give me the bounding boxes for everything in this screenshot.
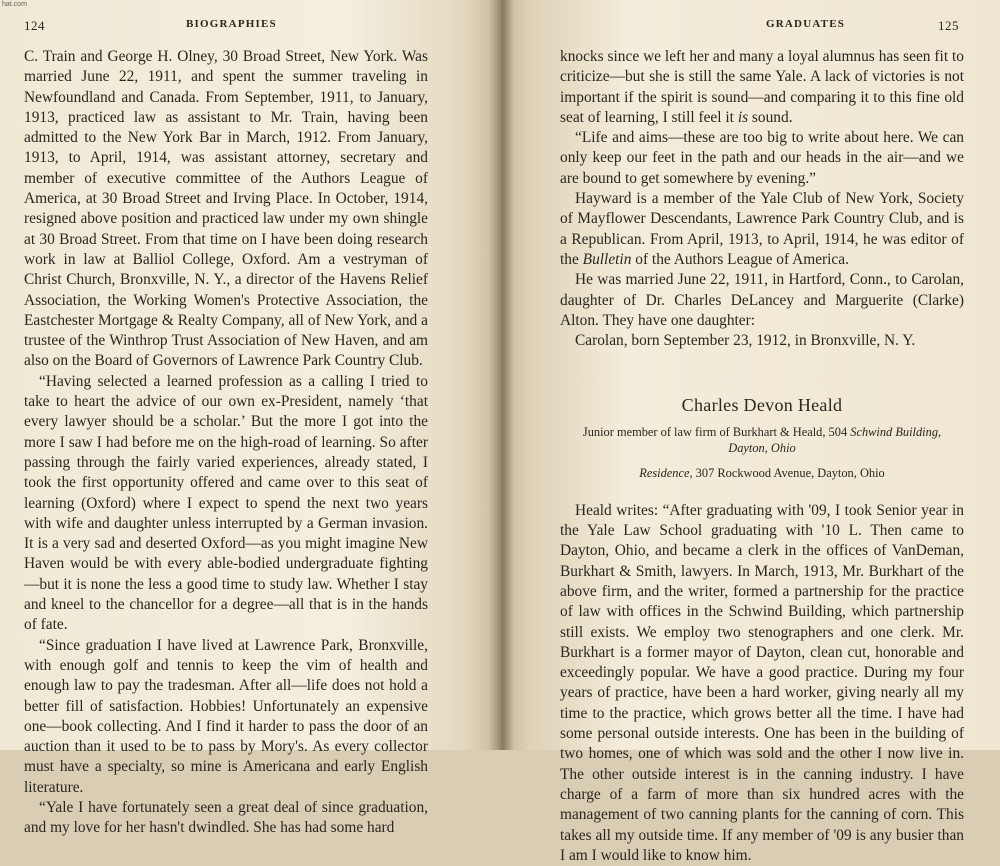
heald-bio-paragraph: Heald writes: “After graduating with '09, I took Senior year in the Yale Law School graduating with '10 L. Then came to Dayton, Ohio, and became a clerk in the offices of VanDeman, Burkhart & Smith, lawyers. In March, 1913, Mr. Burkhart of the above firm, and the writer, formed a partnership for the practice of law with offices in the Schwind Building, which partnership still exists. We employ two stenographers and one clerk. Mr. Burkhart is a former mayor of Dayton, clean cut, honorable and exceedingly popular. We have a good practice. During my four years of practice, have been a hard worker, giving nearly all my time to the practice, which grows better all the time. I have had some personal outside interests. One has been in the building of two homes, one of which was sold and the other I now live in. The other outside interest is in the canning industry. I have charge of a farm of more than six hundred acres with the management of two canning plants for the canning of corn. This takes all my outside time. If any member of '09 is any busier than I am I would like to know him. bbox=[560, 501, 964, 864]
right-paragraph-2: “Life and aims—these are too big to write about here. We can only keep our feet in the path and our heads in the air—and we are bound to get somewhere by evening.” bbox=[560, 129, 964, 187]
emphasis-is: is bbox=[737, 108, 749, 126]
left-running-head: BIOGRAPHIES bbox=[186, 18, 277, 30]
left-paragraph-2: “Having selected a learned profession as a calling I tried to take to heart the advice of our own ex-President, namely ‘that every lawyer should be a scholar.’ But the more I got into the more I saw I had before me on the high-road of learning. So after passing through the fairly varied experiences, already stated, I took the first opportunity offered and came over to this seat of learning (Oxford) where I expect to spend the next two years with wife and daughter unless interrupted by a German invasion. It is a very sad and deserted Oxford—as you might imagine New Haven would be with every able-bodied undergraduate fighting—but it is none the less a good time to study law. Whether I stay and kneel to the chancellor for a degree—all that is in the hands of fate. bbox=[24, 372, 428, 634]
right-paragraph-5: Carolan, born September 23, 1912, in Bronxville, N. Y. bbox=[575, 332, 916, 350]
person-residence bbox=[560, 465, 964, 481]
left-folio: 124 bbox=[24, 18, 45, 33]
occupation-prefix: Junior member of law firm of Burkhart & Heald, 504 bbox=[582, 424, 851, 439]
right-paragraph-3-text: Hayward is a member of the Yale Club of New York, Society of Mayflower Descendants, Lawrence Park Country Club, and is a Republican. From April, 1913, to April, 1914, he was editor of the bbox=[560, 190, 964, 268]
person-name: Charles Devon Heald bbox=[681, 395, 843, 416]
right-body-text bbox=[560, 47, 964, 866]
occupation-city: Dayton, Ohio bbox=[728, 440, 796, 455]
left-paragraph-1: C. Train and George H. Olney, 30 Broad Street, New York. Was married June 22, 1911, and spent the summer traveling in Newfoundland and Canada. From September, 1911, to January, 1913, practiced law as assistant to Mr. Train, having been admitted to the New York Bar in March, 1912. From January, 1913, to April, 1914, was assistant attorney, secretary and member of executive committee of the Authors League of America, at 30 Broad Street and Irving Place. In October, 1914, resigned above position and practiced law under my own shingle at 30 Broad Street. From that time on I have been doing research work in law at Balliol College, Oxford. Am a vestryman of Christ Church, Bronxville, N. Y., a director of the Havens Relief Association, the Working Women's Protective Association, the Eastchester Mortgage & Realty Company, all of New York, and a trustee of the Winthrop Trust Association of New Haven, and am also on the Board of Governors of Lawrence Park Country Club. bbox=[24, 48, 428, 370]
residence-address: 307 Rockwood Avenue, Dayton, Ohio bbox=[692, 465, 885, 480]
right-running-head: GRADUATES bbox=[766, 18, 846, 30]
left-paragraph-3: “Since graduation I have lived at Lawrence Park, Bronxville, with enough golf and tennis to keep the vim of health and enough law to pay the tradesman. After all—life does not hold a better fill of satisfaction. Hobbies! Unfortunately an expensive one—book collecting. And I find it harder to pass the door of an auction than it used to be to pass by Mory's. As every collector must have a specialty, so mine is Americana and early English literature. bbox=[24, 636, 428, 796]
bulletin-title: Bulletin bbox=[582, 250, 632, 268]
right-folio: 125 bbox=[938, 18, 959, 33]
residence-label: Residence, bbox=[639, 465, 693, 480]
right-paragraph-1 bbox=[560, 47, 964, 128]
left-page bbox=[0, 0, 498, 837]
person-occupation bbox=[560, 424, 964, 456]
right-paragraph-3 bbox=[560, 189, 964, 270]
corner-watermark: hat.com bbox=[2, 1, 27, 8]
sound-tail: sound. bbox=[748, 108, 793, 126]
occupation-building: Schwind Building, bbox=[850, 424, 942, 439]
left-body-text bbox=[24, 47, 428, 839]
bulletin-tail: of the Authors League of America. bbox=[631, 250, 849, 268]
left-paragraph-4: “Yale I have fortunately seen a great deal of since graduation, and my love for her hasn't dwindled. She has had some hard bbox=[24, 798, 428, 837]
right-paragraph-1-text: knocks since we left her and many a loyal alumnus has seen fit to criticize—but she is still the same Yale. A lack of victories is not important if the spirit is sound—and comparing it to this fine old seat of learning, I still feel it bbox=[560, 48, 964, 126]
right-page bbox=[498, 0, 1000, 864]
right-paragraph-4: He was married June 22, 1911, in Hartford, Conn., to Carolan, daughter of Dr. Charles DeLancey and Marguerite (Clarke) Alton. They have one daughter: bbox=[560, 271, 964, 329]
